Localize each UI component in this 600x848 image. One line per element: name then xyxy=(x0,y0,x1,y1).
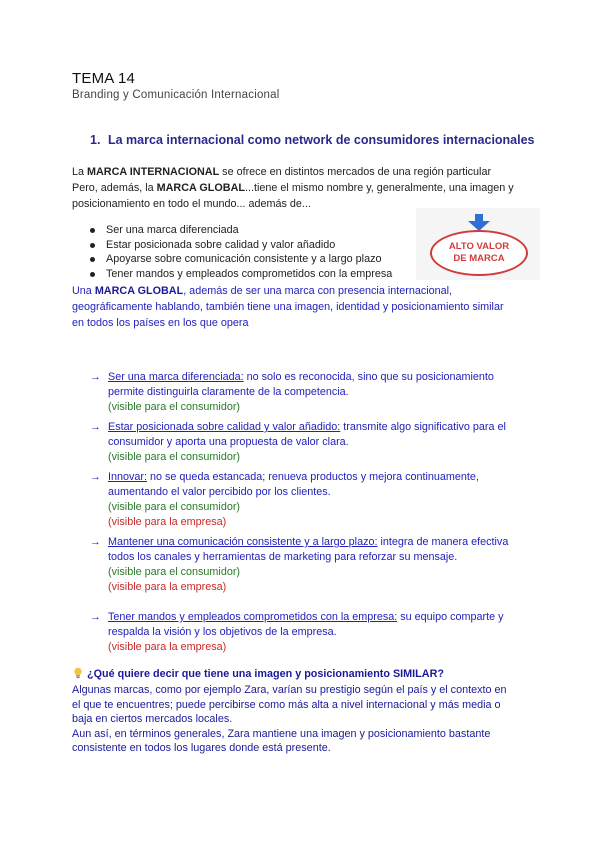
item-text: todos los canales y herramientas de marketing para reforzar su mensaje. xyxy=(108,551,458,563)
list-item xyxy=(90,370,530,415)
global-brand-paragraph xyxy=(72,283,532,331)
topic-title: TEMA 14 xyxy=(72,70,136,87)
item-lead: Innovar: xyxy=(108,471,148,483)
answer-line: el que te encuentres; puede percibirse como más alta a nivel internacional y más media o xyxy=(72,698,501,711)
intro-paragraph xyxy=(72,164,532,212)
item-body xyxy=(108,535,530,595)
right-arrow-icon: → xyxy=(90,371,101,383)
global-text: , además de ser una marca con presencia internacional, xyxy=(183,285,453,297)
answer-line: consistente en todos los lugares donde está presente. xyxy=(72,742,331,754)
item-text: consumidor y aporta una propuesta de valor clara. xyxy=(108,436,349,448)
item-lead: Tener mandos y empleados comprometidos con la empresa: xyxy=(108,611,398,623)
intro-bold-term: MARCA GLOBAL xyxy=(156,182,245,194)
list-item xyxy=(90,535,530,595)
badge-text-line-2: DE MARCA xyxy=(453,253,505,264)
item-text: respalda la visión y los objetivos de la empresa. xyxy=(108,626,337,638)
item-text: integra de manera efectiva xyxy=(377,536,509,548)
visibility-consumer: (visible para el consumidor) xyxy=(108,451,241,463)
list-item-text: Apoyarse sobre comunicación consistente y a largo plazo xyxy=(106,253,382,265)
item-body xyxy=(108,370,530,415)
list-item xyxy=(90,610,530,655)
item-body xyxy=(108,610,530,655)
visibility-company: (visible para la empresa) xyxy=(108,581,227,593)
bullet-list xyxy=(90,223,420,281)
item-body xyxy=(108,470,530,530)
item-body xyxy=(108,420,530,465)
global-line-3: en todos los países en los que opera xyxy=(72,317,249,329)
brand-value-badge xyxy=(416,208,540,280)
list-item-text: Estar posicionada sobre calidad y valor añadido xyxy=(106,238,336,251)
list-item-text: Ser una marca diferenciada xyxy=(106,224,239,236)
right-arrow-icon: → xyxy=(90,421,101,433)
right-arrow-icon: → xyxy=(90,536,101,548)
list-item-text: Tener mandos y empleados comprometidos con la empresa xyxy=(106,267,393,280)
section-number: 1. xyxy=(90,133,101,147)
item-text: transmite algo significativo para el xyxy=(340,421,506,433)
section-heading xyxy=(90,133,535,147)
intro-text: La xyxy=(72,166,88,178)
item-lead: Estar posicionada sobre calidad y valor añadido: xyxy=(108,421,341,433)
item-lead: Ser una marca diferenciada: xyxy=(108,371,244,383)
visibility-consumer: (visible para el consumidor) xyxy=(108,401,241,413)
answer-line: Aun así, en términos generales, Zara mantiene una imagen y posicionamiento bastante xyxy=(72,727,491,740)
topic-subtitle: Branding y Comunicación Internacional xyxy=(72,89,280,101)
visibility-consumer: (visible para el consumidor) xyxy=(108,566,241,578)
list-item xyxy=(90,238,420,253)
global-bold-term: MARCA GLOBAL xyxy=(94,285,184,297)
visibility-company: (visible para la empresa) xyxy=(108,641,227,653)
list-item xyxy=(90,470,530,530)
answer-paragraph xyxy=(72,683,532,756)
right-arrow-icon: → xyxy=(90,611,101,623)
intro-text: ...tiene el mismo nombre y, generalmente, una imagen y xyxy=(245,182,514,194)
badge-text-line-1: ALTO VALOR xyxy=(448,241,510,252)
bullet-icon xyxy=(90,272,95,277)
lightbulb-icon xyxy=(72,667,84,679)
intro-line-2 xyxy=(72,180,532,196)
item-text: aumentando el valor percibido por los clientes. xyxy=(108,486,331,498)
right-arrow-icon: → xyxy=(90,471,101,483)
answer-line: Algunas marcas, como por ejemplo Zara, varían su prestigio según el país y el contexto en xyxy=(72,684,507,696)
list-item xyxy=(90,267,420,282)
bullet-icon xyxy=(90,228,95,233)
intro-text: Pero, además, la xyxy=(72,182,157,194)
list-item xyxy=(90,223,420,238)
global-text: Una xyxy=(72,285,95,297)
bullet-icon xyxy=(90,243,95,248)
visibility-consumer: (visible para el consumidor) xyxy=(108,501,241,513)
global-line-2: geográficamente hablando, también tiene una imagen, identidad y posicionamiento similar xyxy=(72,301,504,313)
question-heading xyxy=(72,667,444,680)
intro-line-1 xyxy=(72,164,532,180)
intro-bold-term: MARCA INTERNACIONAL xyxy=(87,166,220,178)
bullet-icon xyxy=(90,257,95,262)
list-item xyxy=(90,420,530,465)
global-line-1 xyxy=(72,283,532,299)
list-item xyxy=(90,252,420,267)
answer-line: baja en ciertos mercados locales. xyxy=(72,713,233,725)
item-text: su equipo comparte y xyxy=(397,611,504,623)
question-text: ¿Qué quiere decir que tiene una imagen y posicionamiento SIMILAR? xyxy=(87,668,444,680)
item-lead: Mantener una comunicación consistente y a largo plazo: xyxy=(108,536,378,548)
item-text: no se queda estancada; renueva productos y mejora continuamente, xyxy=(147,471,479,483)
item-text: permite distinguirla claramente de la competencia. xyxy=(108,386,349,398)
badge-ellipse xyxy=(430,230,528,276)
section-title: La marca internacional como network de consumidores internacionales xyxy=(108,133,535,147)
intro-text: se ofrece en distintos mercados de una región particular xyxy=(219,166,492,178)
visibility-company: (visible para la empresa) xyxy=(108,516,227,528)
item-text: no solo es reconocida, sino que su posicionamiento xyxy=(243,371,494,383)
intro-line-3: posicionamiento en todo el mundo... además de... xyxy=(72,198,311,210)
